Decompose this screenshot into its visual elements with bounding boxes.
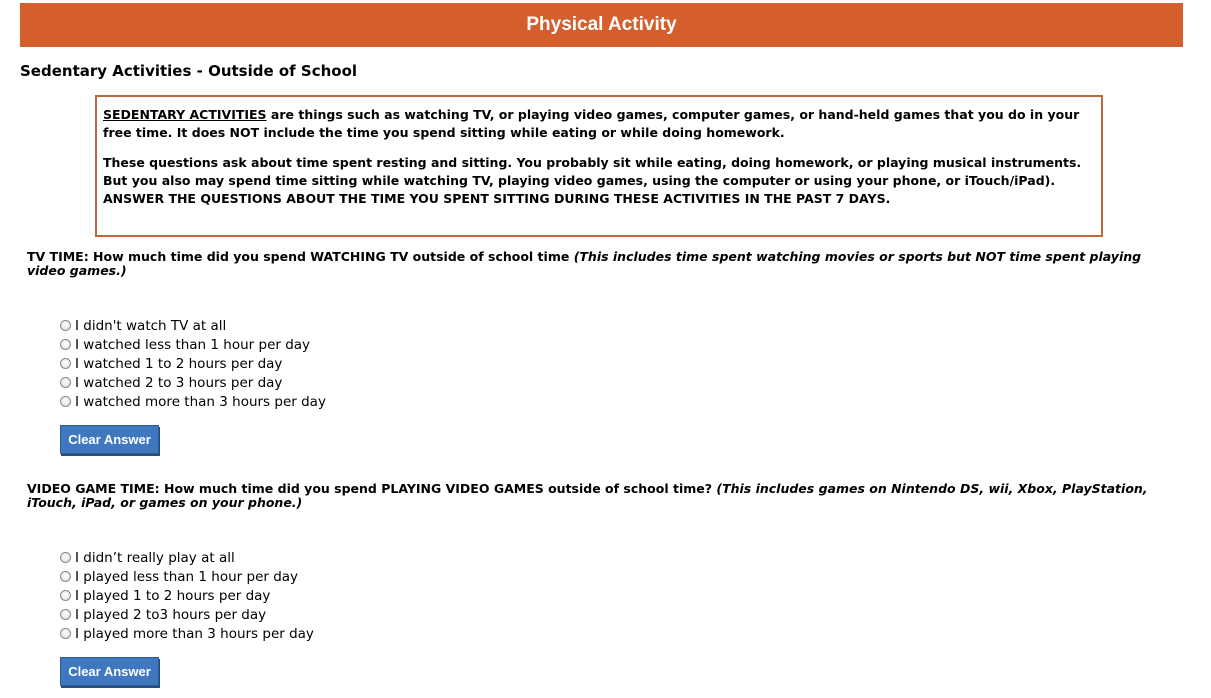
video-game-options bbox=[60, 548, 314, 643]
option-game-2-3[interactable] bbox=[60, 605, 314, 624]
page-header bbox=[20, 3, 1183, 47]
question-prompt: TV TIME: How much time did you spend WATCHING TV outside of school time bbox=[27, 249, 574, 264]
option-label: I played more than 3 hours per day bbox=[75, 625, 314, 642]
clear-answer-button-tv[interactable]: Clear Answer bbox=[60, 425, 159, 454]
question-prompt: VIDEO GAME TIME: How much time did you spend PLAYING VIDEO GAMES outside of school time? bbox=[27, 481, 717, 496]
option-tv-less-1[interactable] bbox=[60, 335, 326, 354]
question-note: (This includes games on Nintendo DS, wii, Xbox, PlayStation, iTouch, iPad, or games on your phone.) bbox=[27, 481, 1148, 510]
intro-term: SEDENTARY ACTIVITIES bbox=[103, 107, 267, 122]
intro-p1-text: are things such as watching TV, or playing video games, computer games, or hand-held games that you do in your free time. It does NOT include the time you spend sitting while eating or while doing homework. bbox=[103, 107, 1080, 140]
option-tv-none[interactable] bbox=[60, 316, 326, 335]
option-label: I played less than 1 hour per day bbox=[75, 568, 299, 585]
option-game-less-1[interactable] bbox=[60, 567, 314, 586]
clear-answer-button-video-game[interactable]: Clear Answer bbox=[60, 657, 159, 686]
section-title: Sedentary Activities - Outside of School bbox=[20, 62, 358, 80]
option-label: I watched more than 3 hours per day bbox=[75, 393, 326, 410]
option-game-none[interactable] bbox=[60, 548, 314, 567]
radio-button[interactable] bbox=[60, 339, 71, 350]
option-tv-1-2[interactable] bbox=[60, 354, 326, 373]
radio-button[interactable] bbox=[60, 552, 71, 563]
tv-time-options bbox=[60, 316, 326, 411]
option-game-1-2[interactable] bbox=[60, 586, 314, 605]
option-label: I didn’t really play at all bbox=[75, 549, 235, 566]
radio-button[interactable] bbox=[60, 320, 71, 331]
intro-box bbox=[95, 95, 1103, 237]
option-label: I didn't watch TV at all bbox=[75, 317, 227, 334]
radio-button[interactable] bbox=[60, 396, 71, 407]
radio-button[interactable] bbox=[60, 358, 71, 369]
radio-button[interactable] bbox=[60, 377, 71, 388]
option-label: I watched 2 to 3 hours per day bbox=[75, 374, 283, 391]
option-tv-2-3[interactable] bbox=[60, 373, 326, 392]
question-tv-time bbox=[27, 250, 1177, 278]
question-video-game-time bbox=[27, 482, 1177, 510]
radio-button[interactable] bbox=[60, 590, 71, 601]
option-label: I played 2 to3 hours per day bbox=[75, 606, 267, 623]
page-title: Physical Activity bbox=[526, 14, 677, 35]
option-label: I played 1 to 2 hours per day bbox=[75, 587, 271, 604]
option-label: I watched less than 1 hour per day bbox=[75, 336, 311, 353]
question-note: (This includes time spent watching movies or sports but NOT time spent playing video games.) bbox=[27, 249, 1142, 278]
option-tv-more-3[interactable] bbox=[60, 392, 326, 411]
radio-button[interactable] bbox=[60, 609, 71, 620]
intro-paragraph-1 bbox=[103, 106, 1095, 142]
option-label: I watched 1 to 2 hours per day bbox=[75, 355, 283, 372]
radio-button[interactable] bbox=[60, 628, 71, 639]
intro-paragraph-2: These questions ask about time spent resting and sitting. You probably sit while eating, doing homework, or playing musical instruments. But you also may spend time sitting while watching TV, playing video games, using the computer or using your phone, or iTouch/iPad). ANSWER THE QUESTIONS ABOUT THE TIME YOU SPENT SITTING DURING THESE ACTIVITIES IN THE PAST 7 DAYS. bbox=[103, 155, 1082, 206]
option-game-more-3[interactable] bbox=[60, 624, 314, 643]
radio-button[interactable] bbox=[60, 571, 71, 582]
